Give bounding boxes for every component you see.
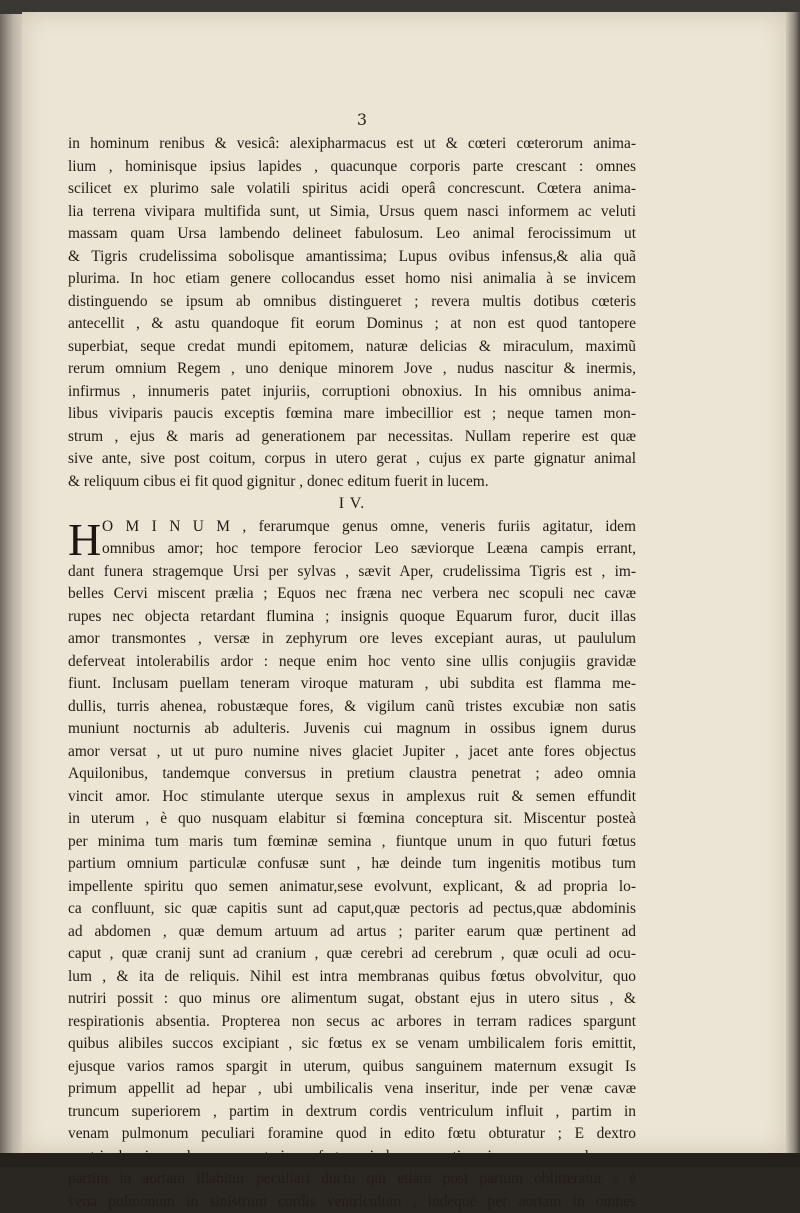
text-line: & Tigris crudelissima sobolisque amantissima; Lupus ovibus infensus,& alia quã: [68, 246, 636, 269]
text-line: ad abdomen , quæ demum artuum ad artus ; pariter earum quæ pertinent ad: [68, 921, 636, 944]
text-line: in hominum renibus & vesicâ: alexipharmacus est ut & cœteri cœterorum anima-: [68, 133, 636, 156]
text-line: caput , quæ cranij sunt ad cranium , quæ cerebri ad cerebrum , quæ oculi ad ocu-: [68, 943, 636, 966]
text-line: deferveat intolerabilis ardor : neque enim hoc vento sine ullis conjugiis gravidæ: [68, 651, 636, 674]
text-line: truncum superiorem , partim in dextrum cordis ventriculum influit , partim in: [68, 1101, 636, 1124]
text-line: partium omnium particulæ confusæ sunt , hæ deinde tum ingenitis motibus tum: [68, 853, 636, 876]
text-line: distinguendo se ipsum ab omnibus distingueret ; revera multis dotibus cœteris: [68, 291, 636, 314]
text-line: & reliquum cibus ei fit quod gignitur , donec editum fuerit in lucem.: [68, 471, 636, 494]
text-line: infirmus , innumeris patet injuriis, corruptioni obnoxius. In his omnibus anima-: [68, 381, 636, 404]
text-line: respirationis absentia. Propterea non secus ac arbores in terram radices spargunt: [68, 1011, 636, 1034]
text-line: dullis, turris ahenea, robustæque fores, & vigilum canũ tristes excubiæ non satis: [68, 696, 636, 719]
text-line: rupes nec objecta retardant flumina ; insignis quoque Equarum furor, ducit illas: [68, 606, 636, 629]
text-line: lium , hominisque ipsius lapides , quacunque corporis parte crescant : omnes: [68, 156, 636, 179]
text-line: primum appellit ad hepar , ubi umbilicalis vena inseritur, inde per venæ cavæ: [68, 1078, 636, 1101]
scan-bottom-border: [0, 1153, 800, 1167]
text-line: superbiat, seque credat mundi epitomem, naturæ delicias & miraculum, maximũ: [68, 336, 636, 359]
text-line: partim in aortam illabitur peculiari ductu qui etiam post partum oblitteratur : è: [68, 1168, 636, 1191]
text-line: quibus alibiles succos excipiant , sic fœtus ex se venam umbilicalem foris emittit,: [68, 1033, 636, 1056]
text-line: ca confluunt, sic quæ capitis sunt ad caput,quæ pectoris ad pectus,quæ abdominis: [68, 898, 636, 921]
text-line: nutriri possit : quo minus ore alimentum sugat, obstant ejus in utero situs , &: [68, 988, 636, 1011]
text-line: venam pulmonum peculiari foramine quod in edito fœtu obturatur ; E dextro: [68, 1123, 636, 1146]
text-line: Aquilonibus, tandemque conversus in pretium claustra penetrat ; adeo omnia: [68, 763, 636, 786]
text-line: rerum omnium Regem , uno denique minorem Jove , nudus nascitur & inermis,: [68, 358, 636, 381]
section-heading: I V.: [68, 493, 636, 516]
text-line: massam quam Ursa lambendo delineet fabulosum. Leo animal ferocissimum ut: [68, 223, 636, 246]
book-page: [22, 12, 786, 1153]
text-line: dant funera stragemque Ursi per sylvas , sævit Aper, crudelissima Tigris est , im-: [68, 561, 636, 584]
text-line: per minima tum maris tum fœminæ semina , fiuntque unum in quo futuri fœtus: [68, 831, 636, 854]
text-line: belles Cervi miscent prælia ; Equos nec fræna nec verbera nec scopuli nec cavæ: [68, 583, 636, 606]
text-line: vena pulmonum in sinistrum cordis ventriculum , indeque per aortam in omnes: [68, 1191, 636, 1213]
text-line: ejusque varios ramos spargit in uterum, quibus sanguinem maternum exsugit Is: [68, 1056, 636, 1079]
facing-page-edge: [0, 14, 24, 1154]
body-text: [68, 133, 636, 1213]
section-opening: [68, 516, 636, 561]
text-line: antecellit , & astu quandoque fit eorum Dominus ; at non est quod tantopere: [68, 313, 636, 336]
text-line: muniunt nocturnis ab adulteris. Juvenis cui magnum in ossibus ignem durus: [68, 718, 636, 741]
text-line: scilicet ex plurimo sale volatili spiritus acidi operâ concrescunt. Cœtera anima-: [68, 178, 636, 201]
text-line: omnibus amor; hoc tempore ferocior Leo sæviorque Leæna campis errant,: [68, 538, 636, 561]
paragraph-before-heading: [68, 133, 636, 493]
dropcap-letter: H: [68, 518, 100, 562]
page-right-edge: [786, 12, 800, 1153]
text-line: amor versat , ut ut puro numine nives glaciet Jupiter , jacet ante fores objectus: [68, 741, 636, 764]
text-line: O M I N U M , ferarumque genus omne, veneris furiis agitatur, idem: [68, 516, 636, 539]
text-line: fiunt. Inclusam puellam teneram viroque maturam , ubi subdita est flamma me-: [68, 673, 636, 696]
page-number: 3: [322, 110, 402, 129]
text-line: lia terrena vivipara multifida sunt, ut Simia, Ursus quem nasci informem ac veluti: [68, 201, 636, 224]
text-line: in uterum , è quo nusquam elabitur si fœmina conceptura sit. Miscentur posteà: [68, 808, 636, 831]
text-line: impellente spiritu quo semen animatur,sese evolvunt, explicant, & ad propria lo-: [68, 876, 636, 899]
text-line: plurima. In hoc etiam genere collocandus esset homo nisi animalia à se invicem: [68, 268, 636, 291]
text-line: amor transmontes , versæ in zephyrum ore leves excepiant auras, ut paululum: [68, 628, 636, 651]
text-line: sive ante, sive post coitum, corpus in utero gerat , cujus ex parte gignatur animal: [68, 448, 636, 471]
text-line: vincit amor. Hoc stimulante uterque sexus in amplexus ruit & semen effundit: [68, 786, 636, 809]
text-line: strum , ejus & maris ad generationem par necessitas. Nullam reperire est quæ: [68, 426, 636, 449]
text-line: lum , & ita de reliquis. Nihil est intra membranas quibus fœtus obvolvitur, quo: [68, 966, 636, 989]
text-line: libus viviparis paucis exceptis fœmina mare imbecillior est ; neque tamen mon-: [68, 403, 636, 426]
paragraph-after-heading: [68, 561, 636, 1213]
